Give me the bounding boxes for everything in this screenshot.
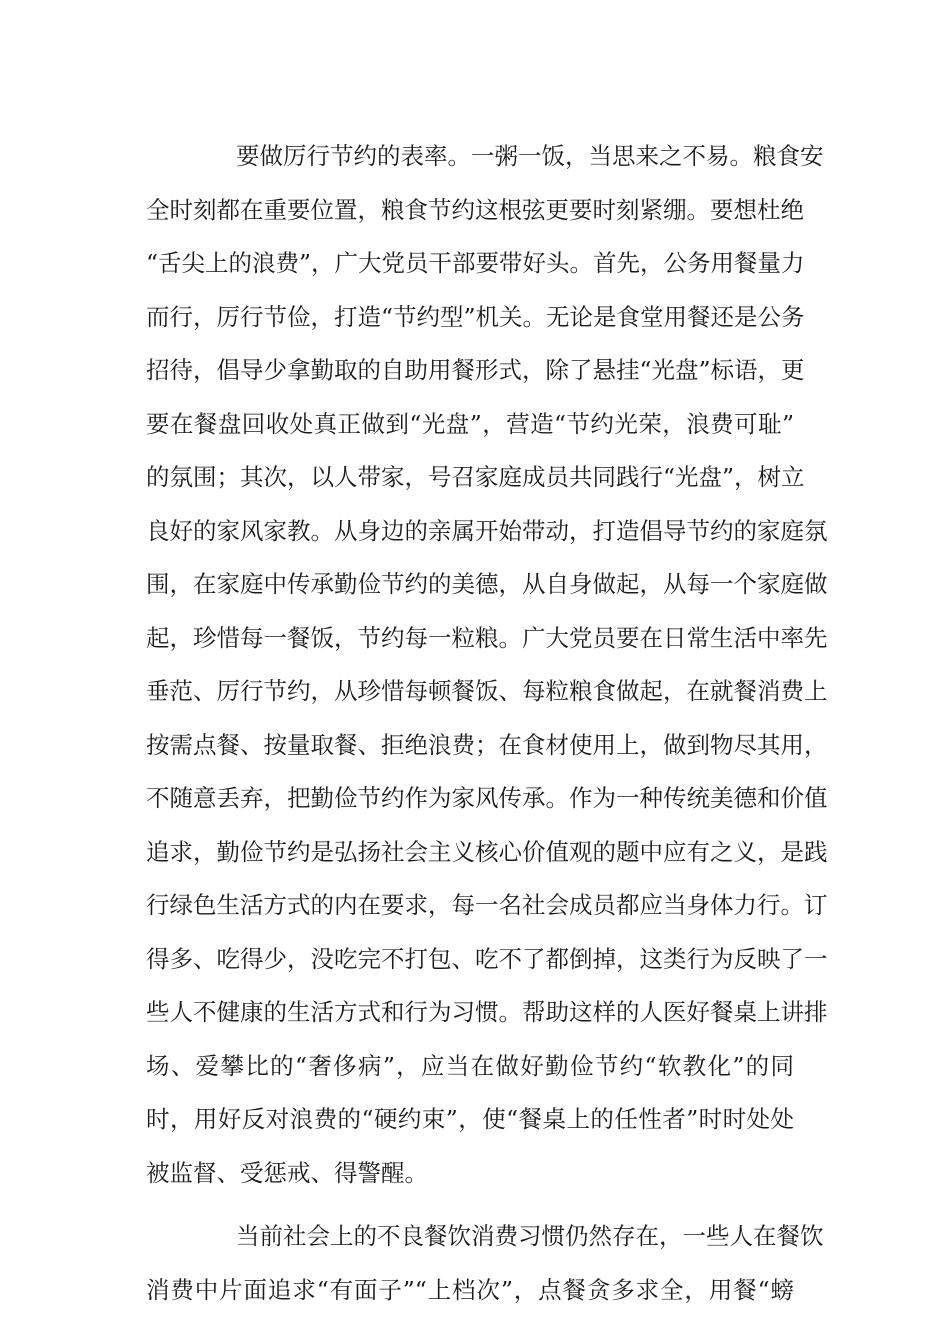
text-line: “舌尖上的浪费”，广大党员干部要带好头。首先，公务用餐量力 (146, 249, 805, 277)
text-line: 被监督、受惩戒、得警醒。 (146, 1158, 428, 1187)
text-line: 良好的家风家教。从身边的亲属开始带动，打造倡导节约的家庭氛 (146, 516, 828, 545)
text-line: 追求，勤俭节约是弘扬社会主义核心价值观的题中应有之义，是践 (146, 837, 828, 866)
text-line: 些人不健康的生活方式和行为习惯。帮助这样的人医好餐桌上讲排 (146, 998, 828, 1026)
text-line: 全时刻都在重要位置，粮食节约这根弦更要时刻紧绷。要想杜绝 (146, 195, 804, 224)
text-line: 时，用好反对浪费的“硬约束”，使“餐桌上的任性者”时时处处 (146, 1105, 794, 1133)
text-line: 消费中片面追求“有面子”“上档次”，点餐贪多求全，用餐“螃 (146, 1275, 794, 1304)
paragraph-2 (146, 1210, 824, 1317)
text-line: 招待，倡导少拿勤取的自助用餐形式，除了悬挂“光盘”标语，更 (146, 356, 805, 384)
text-line: 不随意丢弃，把勤俭节约作为家风传承。作为一种传统美德和价值 (146, 784, 828, 812)
text-line: 行绿色生活方式的内在要求，每一名社会成员都应当身体力行。订 (146, 891, 828, 919)
text-line: 的氛围；其次，以人带家，号召家庭成员共同践行“光盘”，树立 (146, 463, 805, 491)
body-text (146, 130, 828, 1317)
text-line: 得多、吃得少，没吃完不打包、吃不了都倒掉，这类行为反映了一 (146, 944, 828, 973)
paragraph-spacer (146, 1200, 794, 1210)
text-line: 而行，厉行节俭，打造“节约型”机关。无论是食堂用餐还是公务 (146, 302, 805, 331)
text-line: 起，珍惜每一餐饭，节约每一粒粮。广大党员要在日常生活中率先 (146, 623, 828, 652)
text-line: 围，在家庭中传承勤俭节约的美德，从自身做起，从每一个家庭做 (146, 570, 828, 598)
text-line: 场、爱攀比的“奢侈病”，应当在做好勤俭节约“软教化”的同 (146, 1051, 794, 1080)
paragraph-1 (146, 130, 828, 1200)
text-line: 要在餐盘回收处真正做到“光盘”，营造“节约光荣，浪费可耻” (146, 409, 794, 438)
text-line: 垂范、厉行节约，从珍惜每顿餐饭、每粒粮食做起，在就餐消费上 (146, 677, 828, 705)
text-line: 要做厉行节约的表率。一粥一饭，当思来之不易。粮食安 (236, 142, 824, 170)
text-line: 当前社会上的不良餐饮消费习惯仍然存在，一些人在餐饮 (236, 1222, 824, 1250)
text-line: 按需点餐、按量取餐、拒绝浪费；在食材使用上，做到物尽其用， (146, 730, 828, 759)
